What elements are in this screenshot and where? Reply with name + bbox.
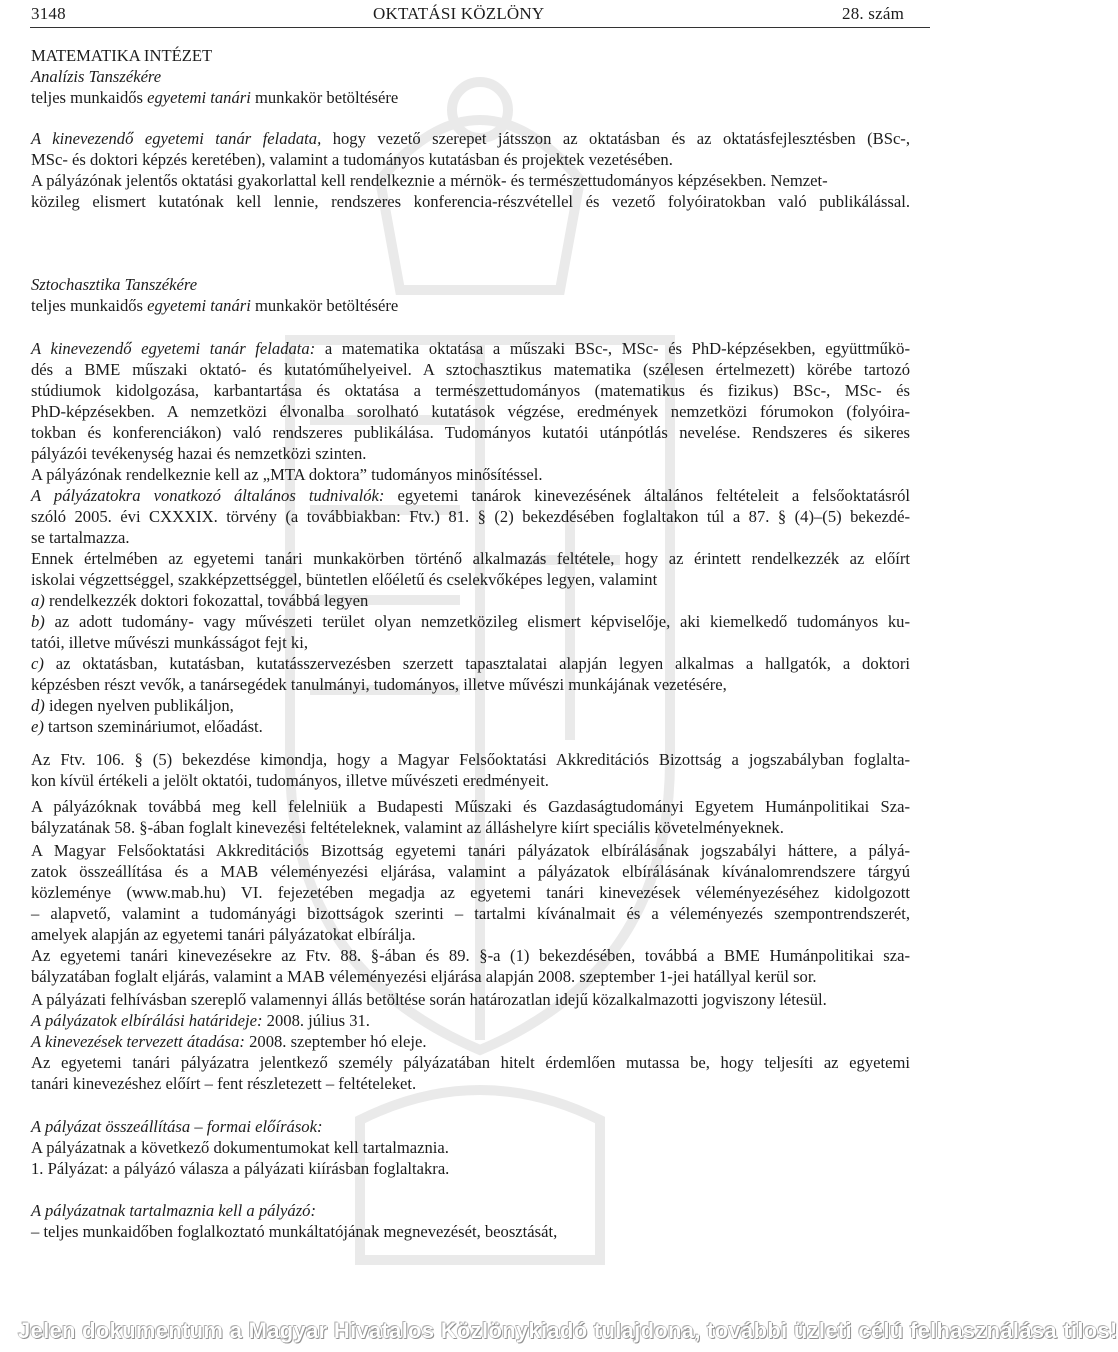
list-item: b) az adott tudomány- vagy művészeti terület olyan nemzetközileg elismert képviselője, aki kiemelkedő tudományos ku- [31,612,910,631]
paragraph-line: tokban és konferenciákon) való rendszeres publikálása. Tudományos kutatói utánpótlás nevelése. Rendszeres és sikeres [31,423,910,442]
paragraph-line: PhD-képzésekben. A nemzetközi élvonalba sorolható kutatások végzése, eredmények nemzetközi fórumokon (folyóira- [31,402,910,421]
paragraph-line: Az Ftv. 106. § (5) bekezdése kimondja, hogy a Magyar Felsőoktatási Akkreditációs Bizottság a jogszabályban foglalta- [31,750,910,769]
paragraph-line: zatok összeállítása és a MAB véleményezési eljárása, valamint a pályázatok elbírálásának kívánalomrendszere tárgyú [31,862,910,881]
paragraph-line: amelyek alapján az egyetemi tanári pályázatokat elbírálja. [31,925,416,944]
paragraph-line: közleménye (www.mab.hu) VI. fejezetében megadja az egyetemi tanári kinevezések véleményezéséhez kidolgozott [31,883,910,902]
paragraph-line: – teljes munkaidőben foglalkoztató munkáltatójának megnevezését, beosztását, [31,1222,558,1241]
paragraph-line: A pályázati felhívásban szereplő valamennyi állás betöltése során határozatlan idejű közalkalmazotti jogviszony létesül. [31,990,827,1009]
paragraph-line: – alapvető, valamint a tudományági bizottságok szerinti – tartalmi kívánalmait és a véleményezés szempontrendszerét, [31,904,910,923]
paragraph-line: képzésben részt vevők, a tanársegédek tanulmányi, tudományos, illetve művészi munkájának vezetésére, [31,675,727,694]
paragraph-line: tatói, illetve művészi munkásságot fejt ki, [31,633,308,652]
paragraph-line: A pályázatokra vonatkozó általános tudnivalók: egyetemi tanárok kinevezésének általános feltételeit a felsőoktatásról [31,486,910,505]
journal-title: OKTATÁSI KÖZLÖNY [373,4,545,23]
paragraph-line: A pályázónak rendelkeznie kell az „MTA doktora” tudományos minősítéssel. [31,465,543,484]
paragraph-line: A pályázóknak továbbá meg kell felelniük a Budapesti Műszaki és Gazdaságtudományi Egyetem Humánpolitikai Sza- [31,797,910,816]
paragraph-line: se tartalmazza. [31,528,130,547]
watermark-footer: Jelen dokumentum a Magyar Hivatalos Közlönykiadó tulajdona, további üzleti célú felhasználása tilos! [18,1318,1118,1343]
deadline-line: A pályázatok elbírálási határideje: 2008. július 31. [31,1011,370,1030]
paragraph-line: Ennek értelmében az egyetemi tanári munkakörben történő alkalmazás feltétele, hogy az érintett rendelkezzék az előírt [31,549,910,568]
paragraph-line: szóló 2005. évi CXXXIX. törvény (a továbbiakban: Ftv.) 81. § (2) bekezdésében foglaltakon túl a 87. § (4)–(5) bekezdé- [31,507,910,526]
position-title: teljes munkaidős egyetemi tanári munkakör betöltésére [31,296,399,315]
department-heading: Analízis Tanszékére [31,67,162,86]
paragraph-line: iskolai végzettséggel, szakképzettséggel, büntetlen előéletű és cselekvőképes legyen, valamint [31,570,658,589]
paragraph-line: dés a BME műszaki oktató- és kutatóműhelyeivel. A sztochasztikus matematika (szélesen értelmezett) körébe tartozó [31,360,910,379]
list-item: a) rendelkezzék doktori fokozattal, továbbá legyen [31,591,369,610]
section-heading: A pályázat összeállítása – formai előírások: [31,1117,323,1136]
paragraph-line: A pályázatnak a következő dokumentumokat kell tartalmaznia. [31,1138,449,1157]
paragraph-line: A kinevezendő egyetemi tanár feladata: a matematika oktatása a műszaki BSc-, MSc- és PhD-képzésekben, együttműkö- [31,339,910,358]
paragraph-line: bályzatának 58. §-ában foglalt kinevezési feltételeknek, valamint az álláshelyre kiírt speciális követelményeknek. [31,818,784,837]
list-item: c) az oktatásban, kutatásban, kutatásszervezésben szerzett tapasztalatai alapján legyen alkalmas a hallgatók, a doktori [31,654,910,673]
paragraph-line: kon kívül értékeli a jelölt oktatói, tudományos, illetve művészeti eredményeit. [31,771,549,790]
paragraph-line: bályzatában foglalt eljárás, valamint a MAB véleményezési eljárása alapján 2008. szeptember 1-jei hatállyal kerül sor. [31,967,817,986]
position-title: teljes munkaidős egyetemi tanári munkakör betöltésére [31,88,399,107]
issue-number: 28. szám [842,4,905,23]
paragraph-line: MSc- és doktori képzés keretében), valamint a tudományos kutatásban és projektek vezetésében. [31,150,673,169]
page-number: 3148 [31,4,66,23]
list-item: d) idegen nyelven publikáljon, [31,696,234,715]
paragraph-line: A pályázónak jelentős oktatási gyakorlattal kell rendelkeznie a mérnök- és természettudományos képzésekben. Nemzet- [31,171,828,190]
institute-heading: MATEMATIKA INTÉZET [31,46,213,65]
handover-line: A kinevezések tervezett átadása: 2008. szeptember hó eleje. [31,1032,427,1051]
paragraph-line: pályázói tevékenység hazai és nemzetközi szinten. [31,444,367,463]
list-item: e) tartson szemináriumot, előadást. [31,717,263,736]
paragraph-line: közileg elismert kutatónak kell lennie, rendszeres konferencia-részvétellel és vezető folyóiratokban való publikálással. [31,192,910,211]
department-heading: Sztochasztika Tanszékére [31,275,198,294]
paragraph-line: 1. Pályázat: a pályázó válasza a pályázati kiírásban foglaltakra. [31,1159,450,1178]
paragraph-line: tanári kinevezéshez előírt – fent részletezett – feltételeket. [31,1074,417,1093]
paragraph-line: A kinevezendő egyetemi tanár feladata, hogy vezető szerepet játsszon az oktatásban és az oktatásfejlesztésben (BSc-, [31,129,910,148]
paragraph-line: stúdiumok kidolgozása, karbantartása és oktatása a természettudományos (matematikus és fizikus) BSc-, MSc- és [31,381,910,400]
paragraph-line: Az egyetemi tanári pályázatra jelentkező személy pályázatában hitelt érdemlően mutassa be, hogy teljesíti az egyetemi [31,1053,910,1072]
paragraph-line: A Magyar Felsőoktatási Akkreditációs Bizottság egyetemi tanári pályázatok elbírálásának jogszabályi háttere, a pályá- [31,841,910,860]
paragraph-line: Az egyetemi tanári kinevezésekre az Ftv. 88. §-ában és 89. §-a (1) bekezdésében, továbbá a BME Humánpolitikai sza- [31,946,910,965]
header-rule [30,27,930,28]
section-heading: A pályázatnak tartalmaznia kell a pályázó: [31,1201,316,1220]
